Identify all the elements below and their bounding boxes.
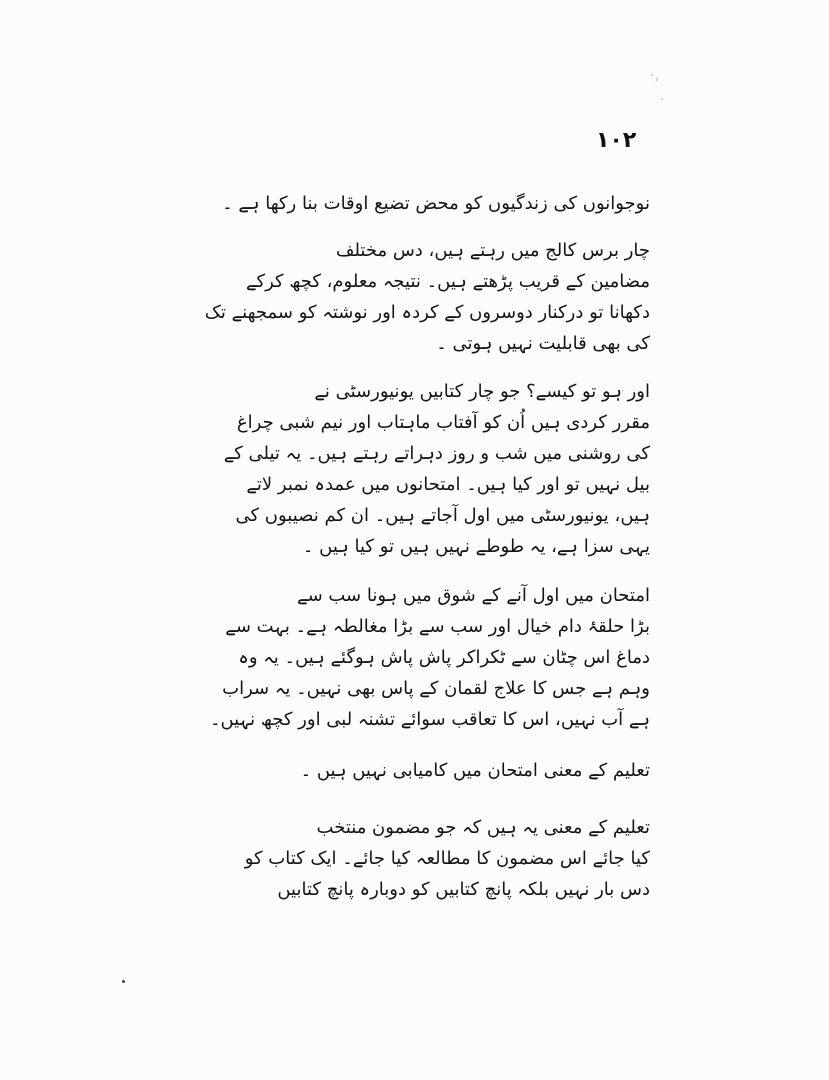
text-line: دماغ اس چٹان سے ٹکراکر پاش پاش ہوگئے ہیں۔ یہ وہ [238, 647, 650, 668]
page-number: ۱۰۲ [596, 128, 637, 153]
text-line: کی روشنی میں شب و روز دہراتے رہتے ہیں۔ یہ تیلی کے [223, 443, 650, 464]
text-line: کیا جائے اس مضمون کا مطالعہ کیا جائے۔ ایک کتاب کو [244, 848, 650, 869]
scan-speck-mark: · [660, 92, 665, 108]
text-line: اور ہو تو کیسے؟ جو چار کتابیں یونیورسٹی نے [314, 381, 650, 402]
paragraph-3 [150, 376, 650, 562]
text-line: کی بھی قابلیت نہیں ہوتی ۔ [436, 333, 650, 354]
text-line: مقرر کردی ہیں اُن کو آفتاب ماہتاب اور نیم شبی چراغ [236, 412, 650, 433]
text-line: یہی سزا ہے، یہ طوطے نہیں ہیں تو کیا ہیں ۔ [302, 536, 650, 557]
text-line: دس بار نہیں بلکہ پانچ کتابیں کو دوبارہ پانچ کتابیں [277, 879, 650, 900]
paragraph-6 [150, 812, 650, 905]
text-line: وہم ہے جس کا علاج لقمان کے پاس بھی نہیں۔ یہ سراب [222, 678, 650, 699]
scan-speck-mark: ·‚ [650, 68, 659, 84]
scan-speck [122, 980, 125, 983]
text-line: دکھانا تو درکنار دوسروں کے کردہ اور نوشتہ کو سمجھنے تک [204, 302, 650, 323]
text-line: تعلیم کے معنی یہ ہیں کہ جو مضمون منتخب [316, 817, 650, 838]
paragraph-2 [150, 235, 650, 359]
text-line: بڑا حلقۂ دام خیال اور سب سے بڑا مغالطہ ہے۔ بہت سے [225, 616, 650, 637]
text-line: ہے آب نہیں، اس کا تعاقب سوائے تشنہ لبی اور کچھ نہیں۔ [209, 709, 650, 730]
text-line: تعلیم کے معنی امتحان میں کامیابی نہیں ہیں ۔ [300, 760, 650, 781]
paragraph-1 [150, 188, 650, 219]
text-line: ہیں، یونیورسٹی میں اول آجاتے ہیں۔ ان کم نصیبوں کی [235, 505, 650, 526]
paragraph-4 [150, 580, 650, 735]
text-line: نوجوانوں کی زندگیوں کو محض تضیع اوقات بنا رکھا ہے ۔ [222, 193, 650, 214]
text-line: امتحان میں اول آنے کے شوق میں ہونا سب سے [297, 585, 650, 606]
text-line: چار برس کالج میں رہتے ہیں، دس مختلف [335, 240, 650, 261]
paragraph-5 [150, 755, 650, 786]
text-line: بیل نہیں تو اور کیا ہیں۔ امتحانوں میں عمدہ نمبر لاتے [246, 474, 650, 495]
text-line: مضامین کے قریب پڑھتے ہیں۔ نتیجہ معلوم، کچھ کرکے [245, 271, 650, 292]
